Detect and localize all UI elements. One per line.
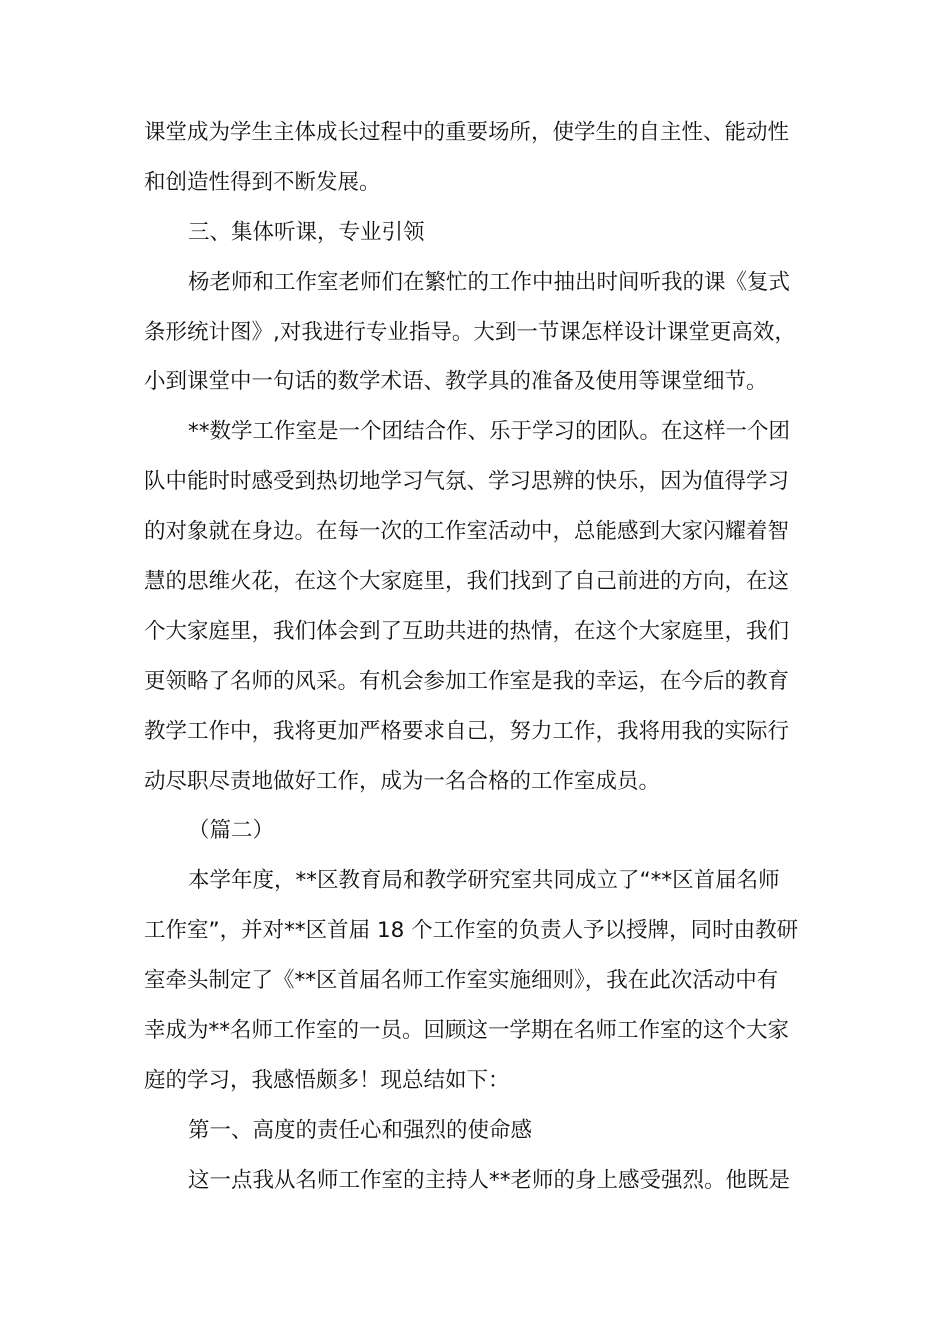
- document-body: [144, 108, 808, 1206]
- text-line: 动尽职尽责地做好工作，成为一名合格的工作室成员。: [144, 768, 661, 794]
- text-line: 工作室”，并对**区首届 18 个工作室的负责人予以授牌，同时由教研: [144, 918, 799, 944]
- section-heading: 三、集体听课，专业引领: [188, 219, 425, 245]
- text-line: 的对象就在身边。在每一次的工作室活动中，总能感到大家闪耀着智: [144, 519, 790, 545]
- text-line: 幸成为**名师工作室的一员。回顾这一学期在名师工作室的这个大家: [144, 1018, 790, 1044]
- text-line: 庭的学习，我感悟颇多！现总结如下：: [144, 1067, 510, 1093]
- text-line: 室牵头制定了《**区首届名师工作室实施细则》，我在此次活动中有: [144, 968, 779, 994]
- text-line: 条形统计图》,对我进行专业指导。大到一节课怎样设计课堂更高效，: [144, 319, 796, 345]
- text-line: 和创造性得到不断发展。: [144, 169, 381, 195]
- text-line: 慧的思维火花，在这个大家庭里，我们找到了自己前进的方向，在这: [144, 569, 790, 595]
- part-heading: （篇二）: [188, 818, 275, 844]
- text-line: 队中能时时感受到热切地学习气氛、学习思辨的快乐，因为值得学习: [144, 469, 790, 495]
- section-heading: 第一、高度的责任心和强烈的使命感: [188, 1117, 533, 1143]
- text-line: 个大家庭里，我们体会到了互助共进的热情，在这个大家庭里，我们: [144, 618, 790, 644]
- text-line: 课堂成为学生主体成长过程中的重要场所，使学生的自主性、能动性: [144, 120, 790, 145]
- text-line: 教学工作中，我将更加严格要求自己，努力工作，我将用我的实际行: [144, 718, 790, 744]
- text-line: 本学年度，**区教育局和教学研究室共同成立了“**区首届名师: [188, 868, 780, 894]
- text-line: 更领略了名师的风采。有机会参加工作室是我的幸运，在今后的教育: [144, 668, 790, 694]
- text-line: 小到课堂中一句话的数学术语、教学具的准备及使用等课堂细节。: [144, 369, 768, 395]
- text-line: **数学工作室是一个团结合作、乐于学习的团队。在这样一个团: [188, 419, 791, 445]
- text-line: 这一点我从名师工作室的主持人**老师的身上感受强烈。他既是: [188, 1167, 791, 1193]
- text-line: 杨老师和工作室老师们在繁忙的工作中抽出时间听我的课《复式: [188, 269, 791, 295]
